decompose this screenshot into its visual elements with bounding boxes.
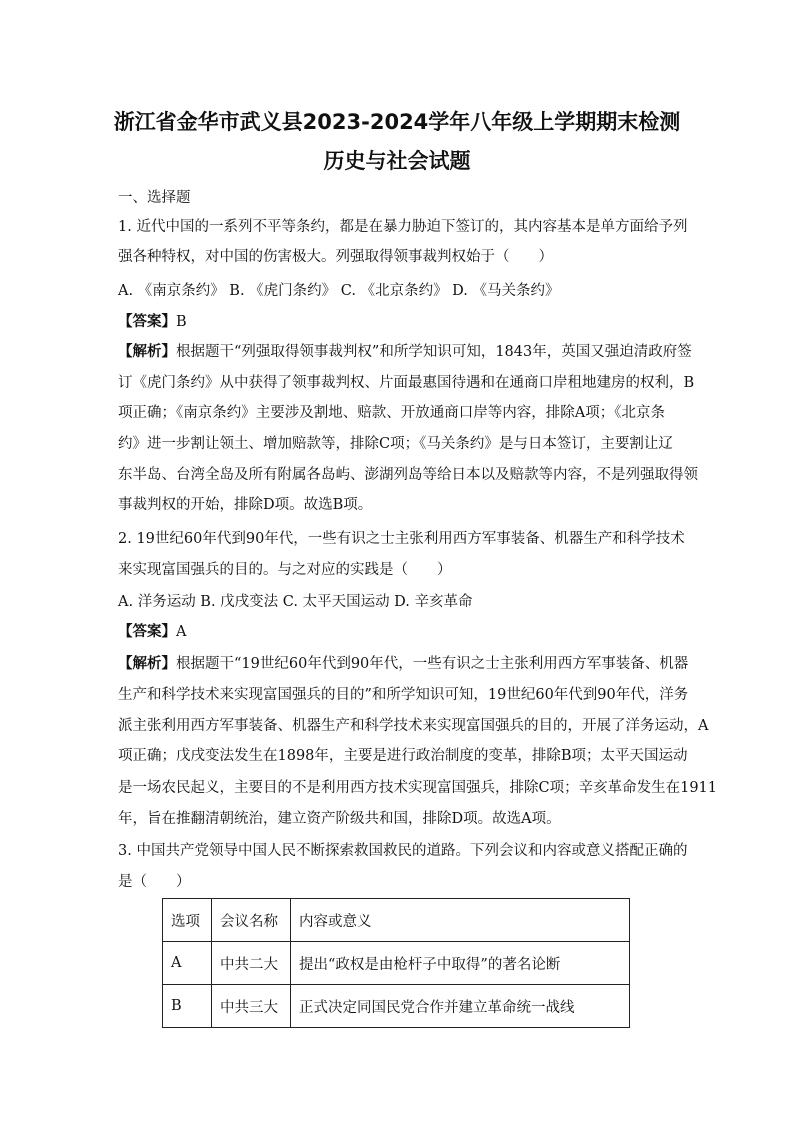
analysis-text: 根据题干“19世纪60年代到90年代，一些有识之士主张利用西方军事装备、机器 [176,656,689,672]
q1-analysis-line: 约》进一步割让领土、增加赔款等，排除C项；《马关条约》是与日本签订，主要割让辽 [118,436,673,452]
table-header-cell: 会议名称 [212,899,291,942]
q1-stem-line: 1. 近代中国的一系列不平等条约，都是在暴力胁迫下签订的，其内容基本是单方面给予列 [118,219,688,235]
table-cell: 正式决定同国民党合作并建立革命统一战线 [291,985,630,1028]
q2-analysis-line: 是一场农民起义，主要目的不是利用西方技术实现富国强兵，排除C项；辛亥革命发生在1911 [118,780,717,796]
q2-analysis-line [118,654,688,674]
exam-subtitle: 历史与社会试题 [323,149,471,173]
table-cell: A [163,942,212,985]
q3-stem-line: 是（ ） [118,874,191,890]
q1-analysis-line [118,342,692,362]
q1-analysis-line: 东半岛、台湾全岛及所有附属各岛屿、澎湖列岛等给日本以及赔款等内容，不是列强取得领 [118,467,698,483]
q1-stem-line: 强各种特权，对中国的伤害极大。列强取得领事裁判权始于（ ） [118,249,553,265]
analysis-text: 根据题干“列强取得领事裁判权”和所学知识可知，1843年，英国又强迫清政府签 [176,344,692,360]
table-cell: 提出“政权是由枪杆子中取得”的著名论断 [291,942,630,985]
q1-options: A. 《南京条约》 B. 《虎门条约》 C. 《北京条约》 D. 《马关条约》 [118,283,560,299]
q3-stem-line: 3. 中国共产党领导中国人民不断探索救国救民的道路。下列会议和内容或意义搭配正确的 [118,843,688,859]
table-row [163,985,630,1028]
table-header-cell: 内容或意义 [291,899,630,942]
q1-analysis-line: 订《虎门条约》从中获得了领事裁判权、片面最惠国待遇和在通商口岸租地建房的权利，B [118,375,695,391]
section-heading: 一、选择题 [118,190,191,206]
answer-value: A [176,624,187,640]
q2-options: A. 洋务运动 B. 戊戌变法 C. 太平天国运动 D. 辛亥革命 [118,594,473,610]
q1-answer [118,312,187,332]
answer-value: B [176,314,187,330]
q2-analysis-line: 派主张利用西方军事装备、机器生产和科学技术来实现富国强兵的目的，开展了洋务运动，A [118,718,709,734]
table-cell: B [163,985,212,1028]
q2-analysis-line: 生产和科学技术来实现富国强兵的目的”和所学知识可知，19世纪60年代到90年代，洋务 [118,687,689,703]
table-cell: 中共二大 [212,942,291,985]
table-row [163,942,630,985]
q2-stem-line: 2. 19世纪60年代到90年代，一些有识之士主张利用西方军事装备、机器生产和科学技术 [118,531,685,547]
q1-analysis-line: 事裁判权的开始，排除D项。故选B项。 [118,497,373,513]
q2-answer [118,622,186,642]
table-header-row [163,899,630,942]
q2-analysis-line: 年，旨在推翻清朝统治，建立资产阶级共和国，排除D项。故选A项。 [118,811,561,827]
analysis-tag: 【解析】 [118,343,176,360]
answer-tag: 【答案】 [118,623,176,640]
table-header-cell: 选项 [163,899,212,942]
answer-tag: 【答案】 [118,313,176,330]
q1-analysis-line: 项正确；《南京条约》主要涉及割地、赔款、开放通商口岸等内容，排除A项；《北京条 [118,405,665,421]
analysis-tag: 【解析】 [118,655,176,672]
table-cell: 中共三大 [212,985,291,1028]
exam-title: 浙江省金华市武义县2023-2024学年八年级上学期期末检测 [113,110,681,134]
q2-analysis-line: 项正确；戊戌变法发生在1898年，主要是进行政治制度的变革，排除B项；太平天国运动 [118,748,688,764]
q3-options-table [162,898,630,1028]
q2-stem-line: 来实现富国强兵的目的。与之对应的实践是（ ） [118,562,452,578]
